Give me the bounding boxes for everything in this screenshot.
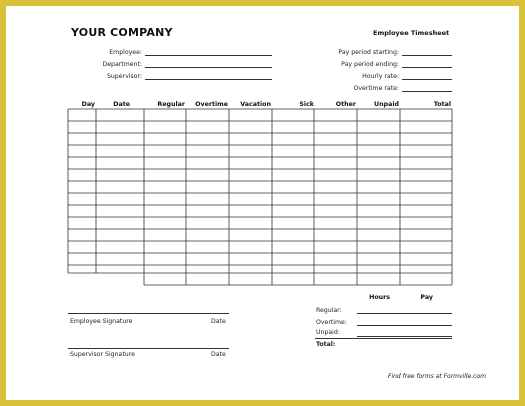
summary-unpaid-label: Unpaid: (316, 329, 340, 336)
overtime-rate-label: Overtime rate: (353, 85, 399, 92)
supervisor-label: Supervisor: (106, 73, 142, 80)
col-header-sick: Sick (299, 101, 314, 108)
timesheet-page (6, 6, 519, 400)
employee-signature-date-label: Date (211, 318, 226, 325)
pay-period-start-label: Pay period starting: (338, 49, 399, 56)
col-header-day: Day (81, 101, 95, 108)
col-header-other: Other (335, 101, 356, 108)
employee-signature-line[interactable] (68, 313, 229, 314)
col-header-total: Total (433, 101, 451, 108)
supervisor-signature-line[interactable] (68, 348, 229, 349)
document-title: Employee Timesheet (373, 29, 450, 37)
summary-header-pay: Pay (420, 294, 433, 301)
summary-regular-field[interactable] (357, 313, 452, 314)
employee-label: Employee: (109, 49, 142, 56)
summary-overtime-field[interactable] (357, 325, 452, 326)
employee-signature-label: Employee Signature (70, 318, 133, 325)
col-header-date: Date (113, 101, 130, 108)
department-label: Department: (102, 61, 142, 68)
timesheet-grid (6, 6, 519, 400)
col-header-regular: Regular (157, 101, 185, 108)
supervisor-signature-label: Supervisor Signature (70, 351, 135, 358)
company-name: YOUR COMPANY (71, 26, 173, 39)
summary-unpaid-field[interactable] (357, 336, 452, 337)
pay-period-end-label: Pay period ending: (341, 61, 399, 68)
col-header-vacation: Vacation (240, 101, 271, 108)
summary-divider (315, 338, 452, 339)
summary-overtime-label: Overtime: (316, 319, 347, 326)
summary-total-label: Total: (316, 341, 336, 348)
col-header-overtime: Overtime (195, 101, 228, 108)
footer-credit: Find free forms at Formville.com (388, 373, 486, 380)
hourly-rate-label: Hourly rate: (362, 73, 399, 80)
col-header-unpaid: Unpaid (373, 101, 399, 108)
summary-regular-label: Regular: (316, 307, 342, 314)
supervisor-signature-date-label: Date (211, 351, 226, 358)
summary-header-hours: Hours (369, 294, 390, 301)
